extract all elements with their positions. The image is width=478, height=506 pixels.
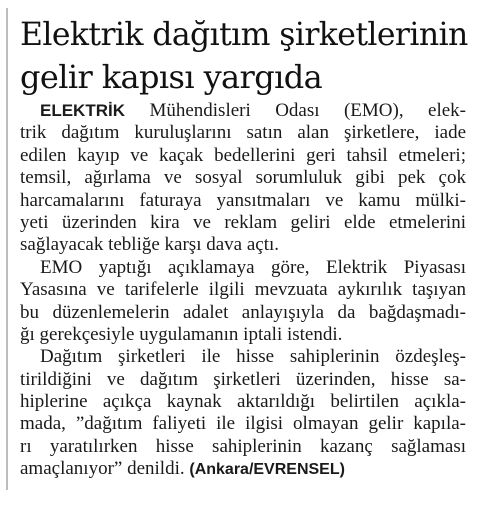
column-rule <box>6 8 8 490</box>
paragraph-3-line-6-text: amaçlanıyor” denildi. <box>20 458 190 480</box>
byline-signature: (Ankara/EVRENSEL) <box>189 461 345 479</box>
paragraph-3-line-5: rı yaratılırken hisse sahiplerinin kazanç sağlaması <box>20 435 466 457</box>
paragraph-3 <box>20 346 466 480</box>
paragraph-1-line-2: trik dağıtım kuruluşlarını satın alan şirketlere, iade <box>20 122 466 144</box>
paragraph-1-line-7: sağlayacak tebliğe karşı dava açtı. <box>20 234 280 256</box>
paragraph-2 <box>20 257 466 347</box>
paragraph-2-line-3: bu düzenlemelerin adalet anlayışıyla da bağdaşmadı- <box>20 301 466 323</box>
paragraph-2-line-2: Yasasına ve tarifelerle ilgili mevzuata aykırılık taşıyan <box>20 279 466 301</box>
paragraph-1-line-3: edilen kayıp ve kaçak bedellerini geri tahsil etmeleri; <box>20 144 466 166</box>
headline <box>20 14 468 98</box>
headline-line-2: gelir kapısı yargıda <box>20 58 323 96</box>
article-body <box>20 100 466 481</box>
headline-line-1: Elektrik dağıtım şirketlerinin <box>20 17 468 53</box>
paragraph-1-line-6: yeti üzerinden kira ve reklam geliri elde etmelerini <box>20 211 466 233</box>
paragraph-1-line-5: harcamalarını faturaya yansıtmaları ve kamu mülki- <box>20 189 466 211</box>
lead-word: ELEKTRİK <box>40 101 125 120</box>
paragraph-2-line-1: EMO yaptığı açıklamaya göre, Elektrik Piyasası <box>40 256 466 278</box>
paragraph-3-line-2: tirildiğini ve dağıtım şirketleri üzerinden, hisse sa- <box>20 368 466 390</box>
paragraph-3-line-6 <box>20 458 466 480</box>
paragraph-2-line-4: ğı gerekçesiyle uygulamanın iptali istendi. <box>20 323 343 345</box>
paragraph-1-line-1-text: Mühendisleri Odası (EMO), elek- <box>125 100 466 121</box>
paragraph-3-line-4: mada, ”dağıtım faliyeti ile ilgisi olmayan gelir kapıla- <box>20 413 466 435</box>
paragraph-3-line-3: hiplerine açıkça kaynak aktarıldığı belirtilen açıkla- <box>20 391 466 413</box>
paragraph-1 <box>20 100 466 257</box>
paragraph-1-line-1 <box>20 100 466 122</box>
paragraph-3-line-1: Dağıtım şirketleri ile hisse sahiplerinin özdeşleş- <box>40 346 466 368</box>
paragraph-1-line-4: temsil, ağırlama ve sosyal sorumluluk gibi pek çok <box>20 167 466 189</box>
